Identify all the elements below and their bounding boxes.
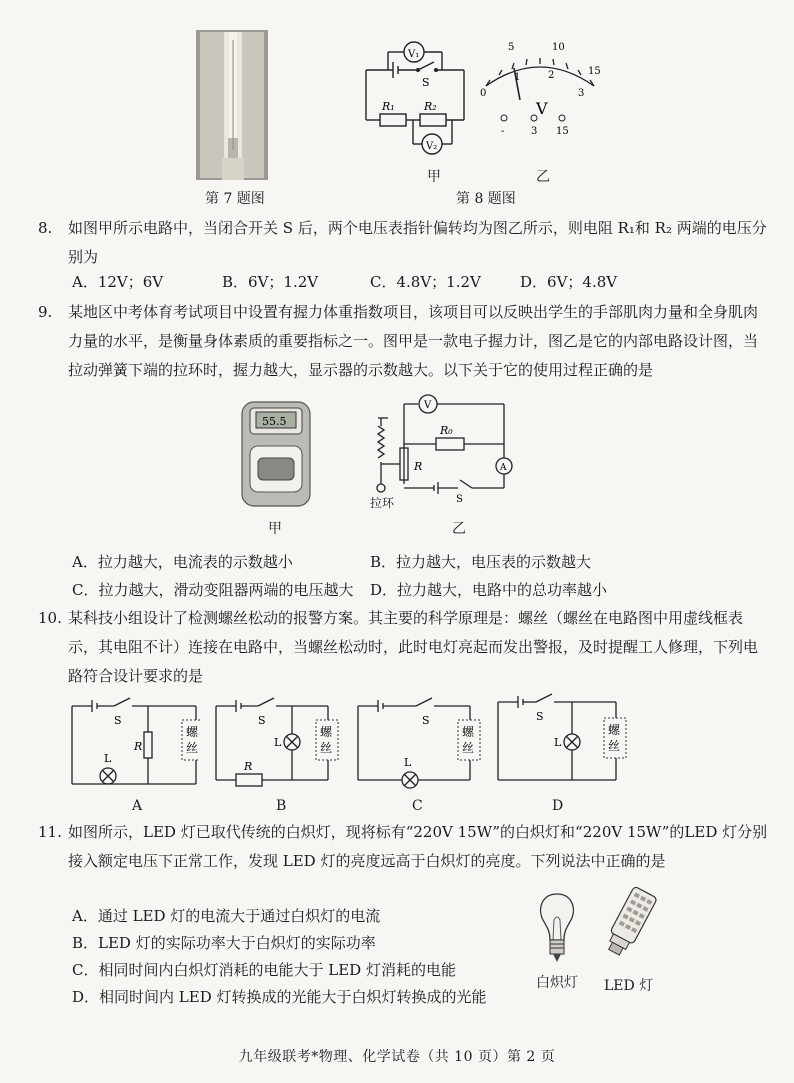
q9-r-label: R [414,460,423,473]
q9-number: 9. [38,303,53,321]
q9-ring-label: 拉环 [370,496,395,510]
circuit-c-screw-1: 螺 [462,725,475,739]
q8-voltmeter-yi [474,38,606,148]
led-label: LED 灯 [604,978,654,994]
circuit-a-screw-1: 螺 [186,725,199,739]
page-footer: 九年级联考*物理、化学试卷（共 10 页）第 2 页 [238,1049,556,1065]
incandescent-label: 白炽灯 [536,975,578,991]
circuit-a-r: R [134,740,143,753]
terminal-minus: - [501,126,505,137]
circuit-d-l: L [554,736,562,749]
terminal-3: 3 [531,126,538,137]
circuit-b-l: L [274,736,282,749]
q8-option-a: A．12V；6V [72,273,164,291]
q9-ammeter-label: A [500,463,507,473]
incandescent-bulb-icon [534,890,580,966]
q8-option-d: D．6V；4.8V [520,273,618,291]
grip-display: 55.5 [262,415,287,428]
circuit-a-screw-2: 丝 [186,741,199,755]
circuit-c-screw-2: 丝 [462,741,475,755]
q9-circuit [368,392,518,502]
circuit-b-s: S [258,714,266,727]
q10-circuit-c [356,696,486,792]
q8-number: 8. [38,219,53,237]
q9-switch-label: S [456,494,463,502]
q10-number: 10. [38,609,62,627]
voltmeter-symbol: V [536,99,548,118]
q11-option-b: B．LED 灯的实际功率大于白炽灯的实际功率 [72,934,376,952]
q8-text: 如图甲所示电路中，当闭合开关 S 后，两个电压表指针偏转均为图乙所示，则电阻 R₁和 R₂ 两端的电压分别为 [68,219,767,266]
outer-tick-10: 10 [552,42,565,53]
circuit-c-l: L [404,756,412,769]
inner-tick-0: 0 [480,88,487,99]
q8-caption: 第 8 题图 [456,191,516,207]
q8-option-b: B．6V；1.2V [222,273,319,291]
circuit-b-screw-2: 丝 [320,741,333,755]
q10-label-a: A [132,798,143,814]
circuit-a-s: S [114,714,122,727]
q8-yi-label: 乙 [536,169,550,185]
q11-option-c: C．相同时间内白炽灯消耗的电能大于 LED 灯消耗的电能 [72,961,456,979]
terminal-15: 15 [556,126,569,137]
q10-text: 某科技小组设计了检测螺丝松动的报警方案。其主要的科学原理是：螺丝（螺丝在电路图中用虚线框表示，其电阻不计）连接在电路中，当螺丝松动时，此时电灯亮起而发出警报，及时提醒工人修理，下列电路符合设计要求的是 [68,609,759,685]
circuit-d-screw-1: 螺 [608,723,621,737]
circuit-a-l: L [104,752,112,765]
q11-option-d: D．相同时间内 LED 灯转换成的光能大于白炽灯转换成的光能 [72,988,487,1006]
v2-label: V₂ [426,141,438,152]
q9-option-a: A．拉力越大，电流表的示数越小 [72,553,293,571]
led-bulb-icon [592,884,666,964]
r1-label: R₁ [382,100,395,113]
outer-tick-15: 15 [588,66,601,77]
q9-jia-label: 甲 [268,521,282,537]
q10-circuit-b [214,696,344,792]
q9-option-c: C．拉力越大，滑动变阻器两端的电压越大 [72,581,354,599]
circuit-b-r: R [244,760,253,773]
q9-option-b: B．拉力越大，电压表的示数越大 [370,553,592,571]
q9-grip-device [236,398,316,510]
q10-label-c: C [412,798,423,814]
q8-option-c: C．4.8V；1.2V [370,273,481,291]
switch-s-label: S [422,76,430,89]
v1-label: V₁ [408,49,420,60]
q11-option-a: A．通过 LED 灯的电流大于通过白炽灯的电流 [72,907,381,925]
circuit-c-s: S [422,714,430,727]
q11-text: 如图所示，LED 灯已取代传统的白炽灯，现将标有“220V 15W”的白炽灯和“220V 15W”的LED 灯分别接入额定电压下正常工作，发现 LED 灯的亮度远高于白炽灯的亮度。下列说法中正确的是 [68,823,768,870]
inner-tick-3: 3 [578,88,585,99]
outer-tick-5: 5 [508,42,515,53]
q9-voltmeter-label: V [424,400,432,411]
q10-circuit-a [70,696,200,792]
q9-r0-label: R₀ [440,424,453,437]
q10-label-b: B [276,798,287,814]
q7-photo [196,30,268,180]
inner-tick-1: 1 [514,72,521,83]
q9-option-d: D．拉力越大，电路中的总功率越小 [370,581,608,599]
q9-text: 某地区中考体育考试项目中设置有握力体重指数项目，该项目可以反映出学生的手部肌肉力量和全身肌肉力量的水平，是衡量身体素质的重要指标之一。图甲是一款电子握力计，图乙是它的内部电路设计图，当拉动弹簧下端的拉环时，握力越大，显示器的示数越大。以下关于它的使用过程正确的是 [68,303,759,379]
circuit-b-screw-1: 螺 [320,725,333,739]
q10-circuit-d [496,690,630,790]
q7-caption: 第 7 题图 [205,191,265,207]
q10-label-d: D [552,798,564,814]
circuit-d-s: S [536,710,544,723]
r2-label: R₂ [424,100,437,113]
q9-yi-label: 乙 [452,521,466,537]
inner-tick-2: 2 [548,70,555,81]
q8-circuit-jia [358,40,470,160]
q8-jia-label: 甲 [427,169,441,185]
circuit-d-screw-2: 丝 [608,739,621,753]
q11-number: 11. [38,823,62,841]
